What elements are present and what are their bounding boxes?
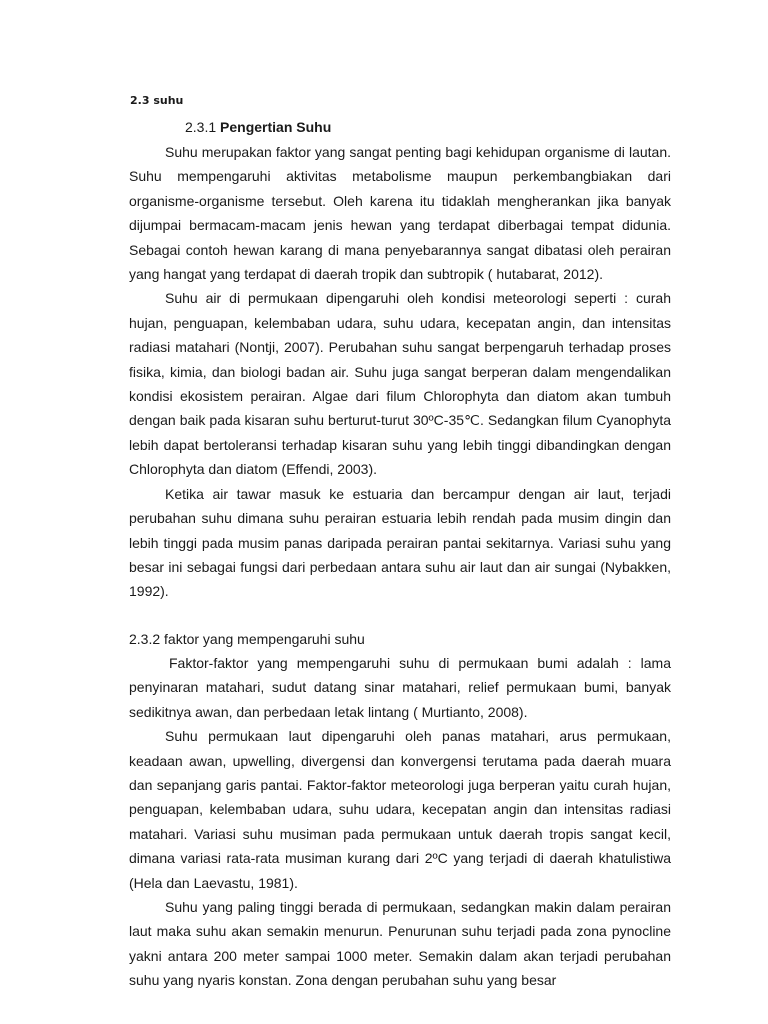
subsection-1-title: Pengertian Suhu <box>220 119 332 135</box>
paragraph: Suhu air di permukaan dipengaruhi oleh kondisi meteorologi seperti : curah hujan, penguapan, kelembaban udara, suhu udara, kecepatan angin, dan intensitas radiasi matahari (Nontji, 2007). Perubahan suhu sangat berpengaruh terhadap proses fisika, kimia, dan biologi badan air. Suhu juga sangat berperan dalam mengendalikan kondisi ekosistem perairan. Algae dari filum Chlorophyta dan diatom akan tumbuh dengan baik pada kisaran suhu berturut-turut 30ºC-35℃. Sedangkan filum Cyanophyta lebih dapat bertoleransi terhadap kisaran suhu yang lebih tinggi dibandingkan dengan Chlorophyta dan diatom (Effendi, 2003). <box>129 290 671 478</box>
paragraph: Suhu merupakan faktor yang sangat penting bagi kehidupan organisme di lautan. Suhu mempengaruhi aktivitas metabolisme maupun perkembangbiakan dari organisme-organisme tersebut. Oleh karena itu tidaklah mengherankan jika banyak dijumpai bermacam-macam jenis hewan yang terdapat diberbagai tempat didunia. Sebagai contoh hewan karang di mana penyebarannya sangat dibatasi oleh perairan yang hangat yang terdapat di daerah tropik dan subtropik ( hutabarat, 2012). <box>129 144 671 283</box>
section-heading: 2.3 suhu <box>130 94 184 107</box>
paragraph: Suhu yang paling tinggi berada di permukaan, sedangkan makin dalam perairan laut maka suhu akan semakin menurun. Penurunan suhu terjadi pada zona pynocline yakni antara 200 meter sampai 1000 meter. Semakin dalam akan terjadi perubahan suhu yang nyaris konstan. Zona dengan perubahan suhu yang besar <box>129 899 671 989</box>
subsection-2-body <box>129 651 671 993</box>
paragraph: Faktor-faktor yang mempengaruhi suhu di permukaan bumi adalah : lama penyinaran matahari, sudut datang sinar matahari, relief permukaan bumi, banyak sedikitnya awan, dan perbedaan letak lintang ( Murtianto, 2008). <box>129 655 671 720</box>
subsection-1-heading <box>185 117 331 137</box>
subsection-2-heading: 2.3.2 faktor yang mempengaruhi suhu <box>129 631 365 647</box>
subsection-1-body <box>129 140 671 604</box>
subsection-1-number: 2.3.1 <box>185 119 217 135</box>
paragraph: Suhu permukaan laut dipengaruhi oleh panas matahari, arus permukaan, keadaan awan, upwelling, divergensi dan konvergensi terutama pada daerah muara dan sepanjang garis pantai. Faktor-faktor meteorologi juga berperan yaitu curah hujan, penguapan, kelembaban udara, suhu udara, kecepatan angin dan intensitas radiasi matahari. Variasi suhu musiman pada permukaan untuk daerah tropis sangat kecil, dimana variasi rata-rata musiman kurang dari 2ºC yang terjadi di daerah khatulistiwa (Hela dan Laevastu, 1981). <box>129 728 671 891</box>
paragraph: Ketika air tawar masuk ke estuaria dan bercampur dengan air laut, terjadi perubahan suhu dimana suhu perairan estuaria lebih rendah pada musim dingin dan lebih tinggi pada musim panas daripada perairan pantai sekitarnya. Variasi suhu yang besar ini sebagai fungsi dari perbedaan antara suhu air laut dan air sungai (Nybakken, 1992). <box>129 485 671 600</box>
